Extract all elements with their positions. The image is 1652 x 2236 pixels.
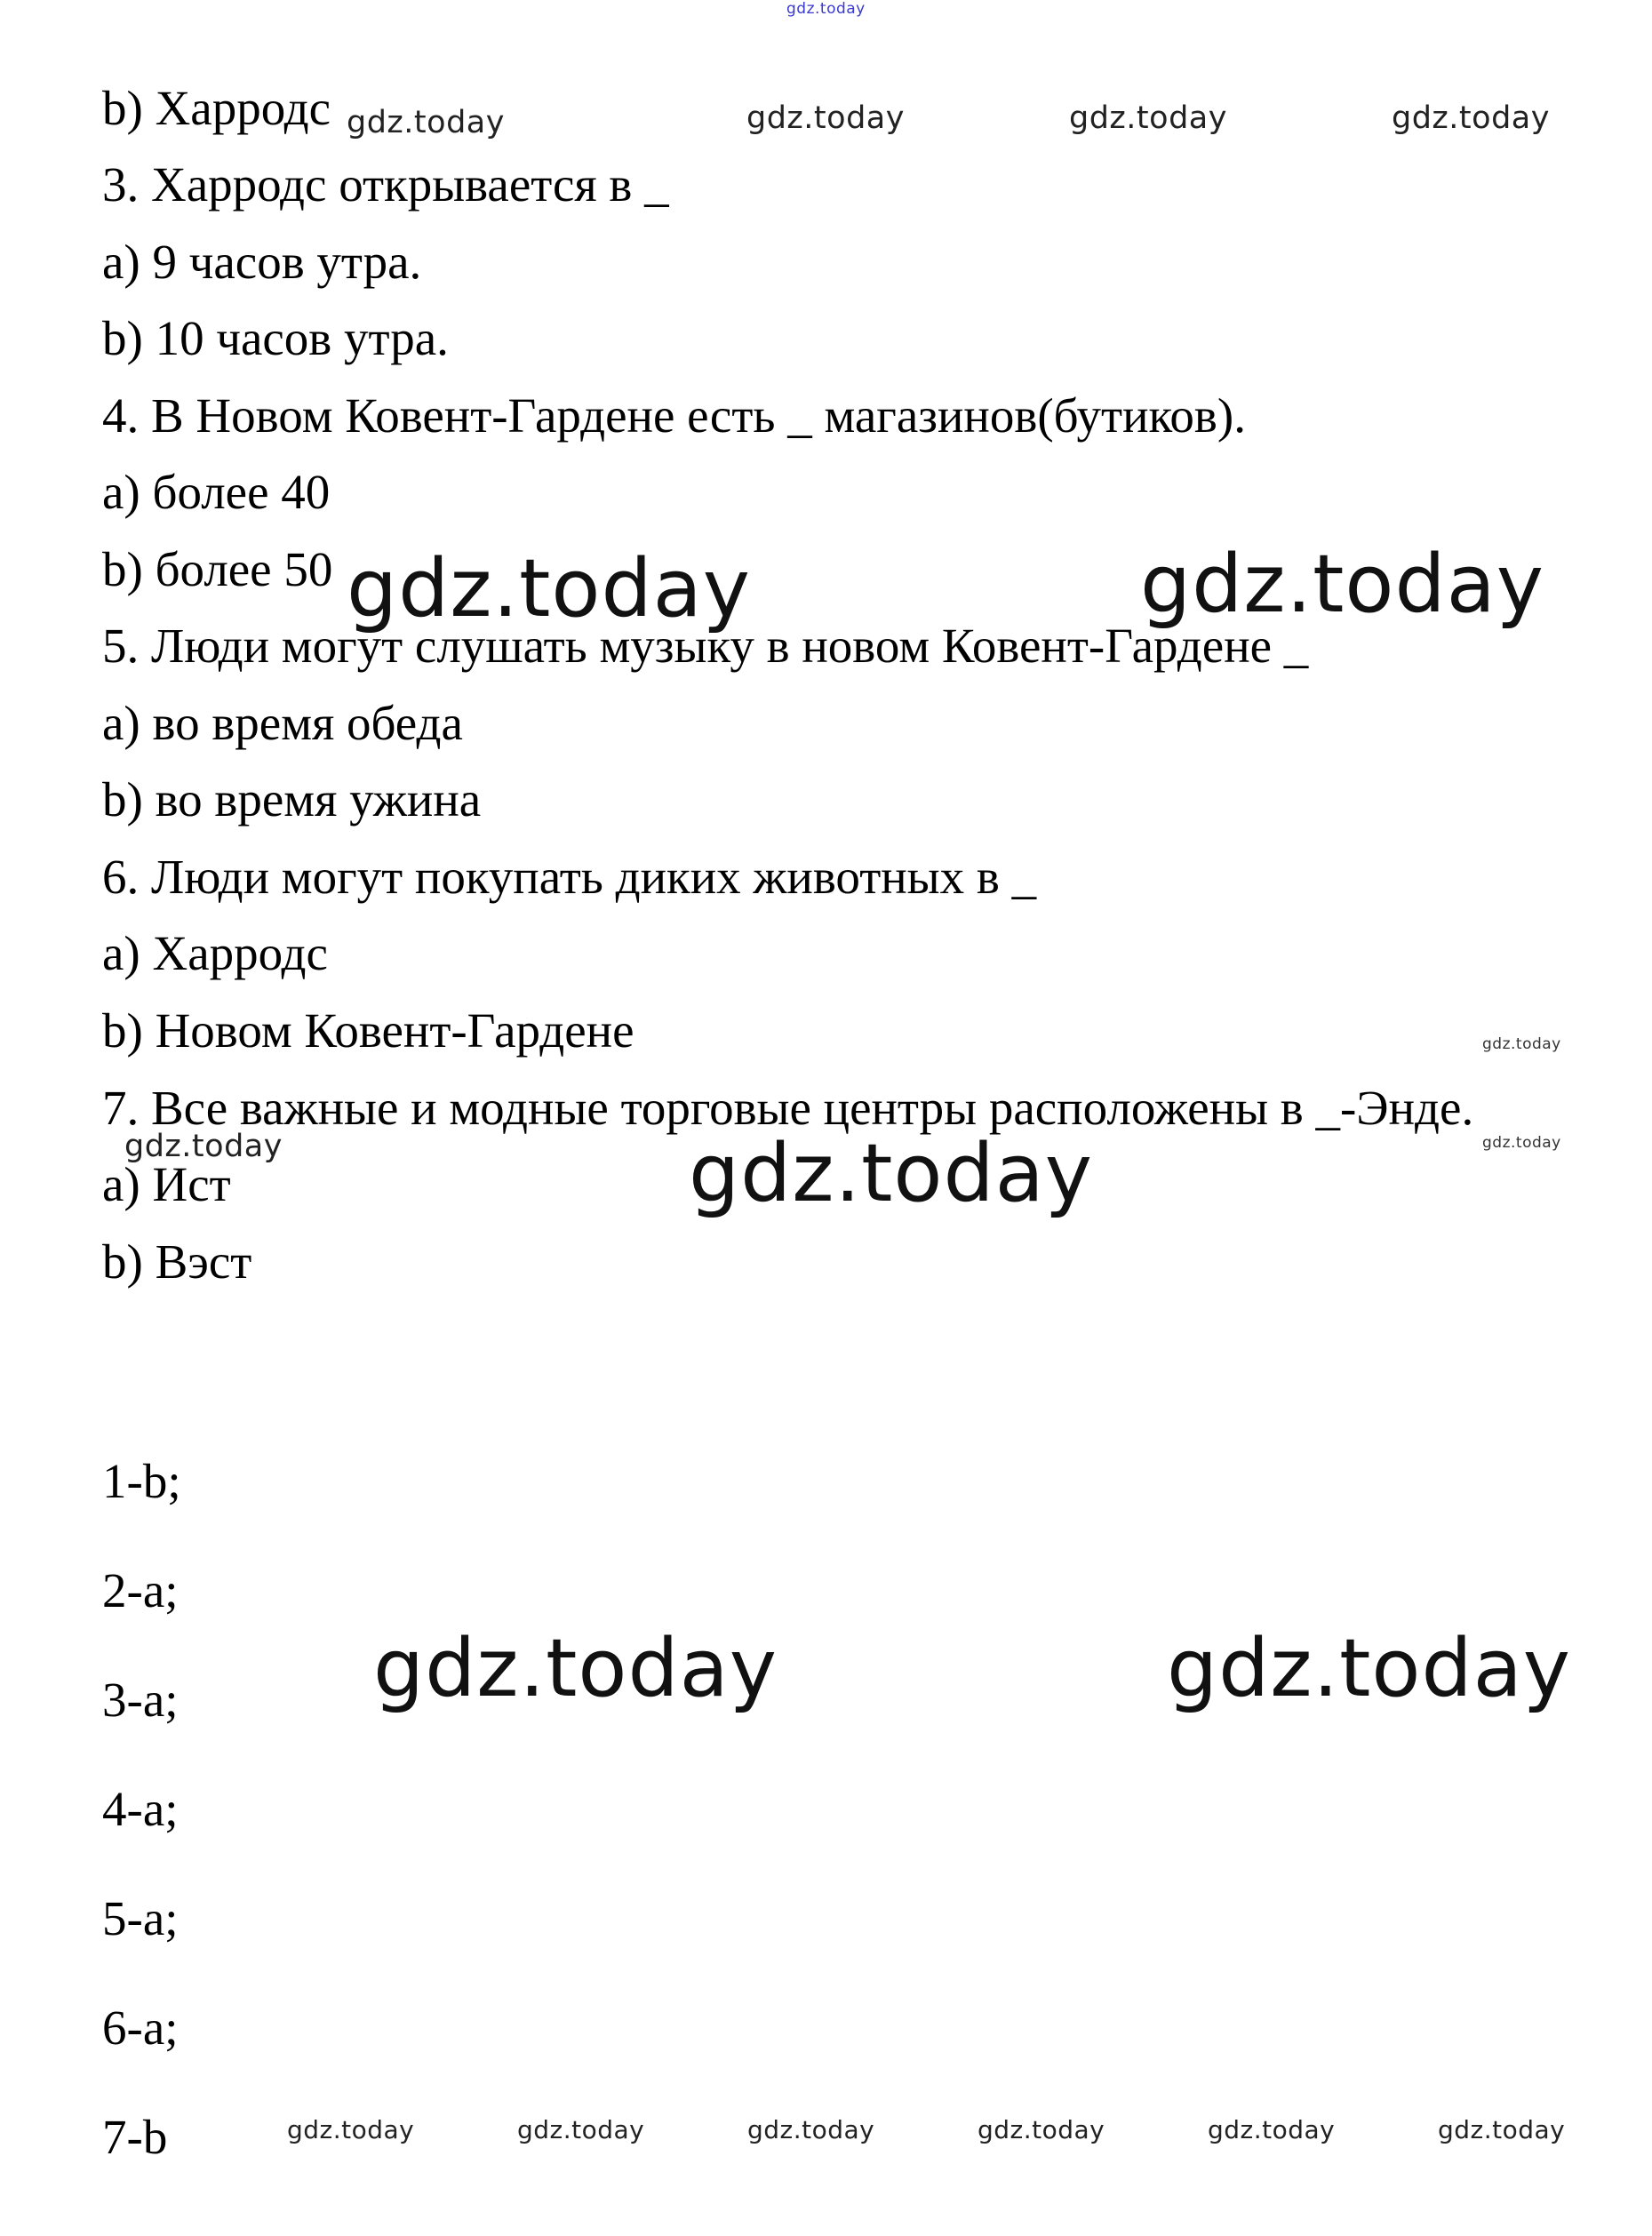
watermark: gdz.today	[746, 100, 905, 136]
watermark: gdz.today	[517, 2115, 645, 2144]
question-6: 6. Люди могут покупать диких животных в _	[102, 850, 1037, 904]
option-a-line: a) Харродс	[102, 926, 328, 980]
watermark: gdz.today	[1392, 100, 1550, 136]
option-a-line: a) более 40	[102, 465, 331, 519]
question-4: 4. В Новом Ковент-Гардене есть _ магазинов(бутиков).	[102, 388, 1246, 443]
watermark: gdz.today	[124, 1129, 283, 1164]
watermark: gdz.today	[347, 105, 505, 140]
option-a-line: a) во время обеда	[102, 696, 463, 750]
watermark: gdz.today	[1208, 2115, 1336, 2144]
option-b-line: b) во время ужина	[102, 772, 482, 827]
watermark: gdz.today	[1482, 1134, 1561, 1152]
watermark: gdz.today	[689, 1127, 1094, 1220]
question-5: 5. Люди могут слушать музыку в новом Ковент-Гардене _	[102, 619, 1309, 673]
watermark: gdz.today	[978, 2115, 1105, 2144]
watermark: gdz.today	[1069, 100, 1227, 136]
option-b-line: b) Вэст	[102, 1234, 252, 1289]
watermark: gdz.today	[1482, 1035, 1561, 1053]
option-b-line: b) 10 часов утра.	[102, 311, 449, 365]
watermark: gdz.today	[786, 0, 866, 18]
answer-3: 3-a;	[102, 1673, 179, 1727]
watermark: gdz.today	[347, 542, 752, 635]
option-a-line: a) 9 часов утра.	[102, 235, 422, 289]
answer-4: 4-a;	[102, 1782, 179, 1836]
answer-6: 6-a;	[102, 2000, 179, 2055]
option-b-line: b) более 50	[102, 542, 333, 596]
watermark: gdz.today	[373, 1622, 778, 1715]
answer-2: 2-a;	[102, 1563, 179, 1617]
question-7: 7. Все важные и модные торговые центры расположены в _-Энде.	[102, 1081, 1474, 1135]
option-b-line: b) Харродс	[102, 81, 331, 135]
watermark: gdz.today	[747, 2115, 875, 2144]
answer-5: 5-a;	[102, 1891, 179, 1945]
option-a-line: a) Ист	[102, 1157, 231, 1211]
watermark: gdz.today	[1438, 2115, 1566, 2144]
watermark: gdz.today	[287, 2115, 415, 2144]
answer-1: 1-b;	[102, 1454, 181, 1508]
answer-7: 7-b	[102, 2110, 168, 2164]
question-3: 3. Харродс открывается в _	[102, 157, 669, 212]
watermark: gdz.today	[1167, 1622, 1572, 1715]
watermark: gdz.today	[1140, 538, 1545, 631]
option-b-line: b) Новом Ковент-Гардене	[102, 1003, 634, 1058]
